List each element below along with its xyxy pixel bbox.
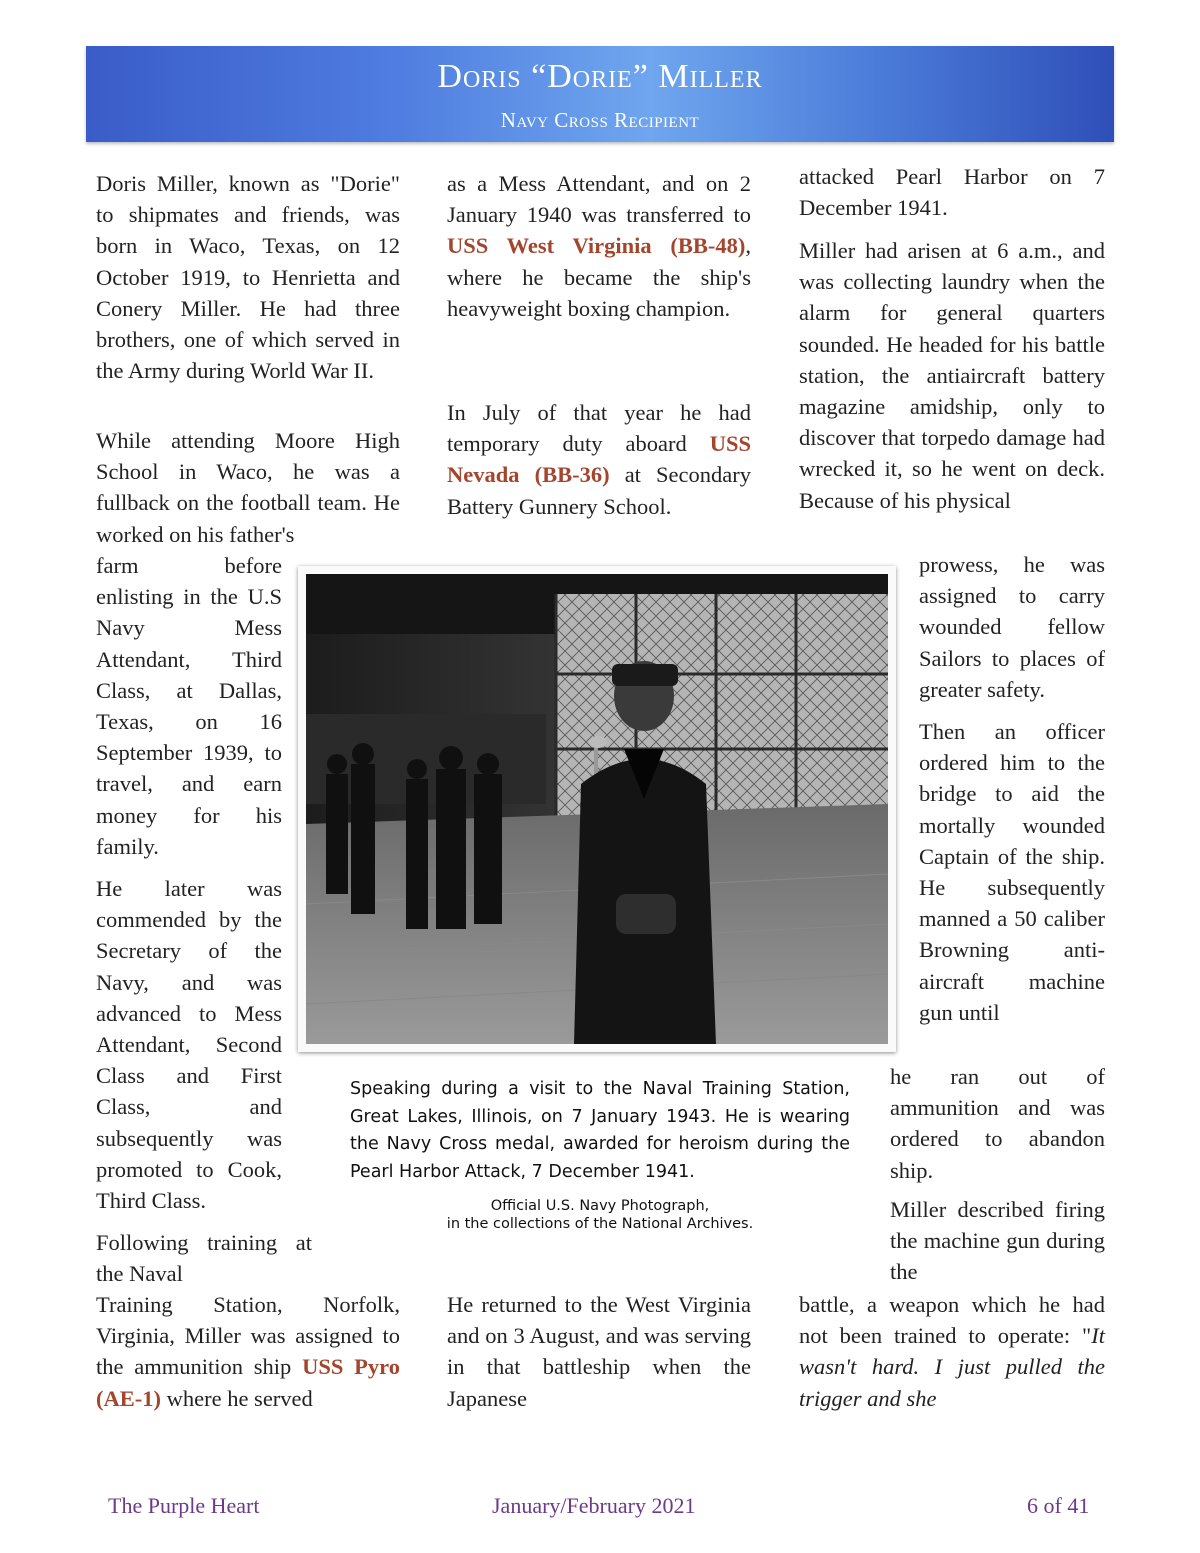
miller-quote: It wasn't hard. I just pulled the trigger and she bbox=[799, 1323, 1105, 1411]
col2-paragraph-3: He returned to the West Virginia and on 3 August, and was serving in that battleship when the Japanese bbox=[447, 1292, 751, 1411]
col1-paragraph-3: He later was commended by the Secretary of the Navy, and was advanced to Mess Attendant, Second Class and First Class, and subsequently was promoted to Cook, Third Class. bbox=[96, 876, 282, 1214]
col3-paragraph-3: Then an officer ordered him to the bridge to aid the mortally wounded Captain of the ship. He subsequently manned a 50 caliber Browning anti-aircraft machine gun until bbox=[919, 719, 1105, 1025]
article-title: Doris “Dorie” Miller bbox=[437, 58, 763, 95]
col1-paragraph-2-top: While attending Moore High School in Waco, he was a fullback on the football team. He worked on his father's bbox=[96, 428, 400, 547]
photo-credit-line-1: Official U.S. Navy Photograph, bbox=[490, 1198, 710, 1214]
col1-p4-end: where he served bbox=[166, 1385, 313, 1411]
col3-paragraph-2-bottom: prowess, he was assigned to carry wounded fellow Sailors to places of greater safety. bbox=[919, 552, 1105, 702]
col2-paragraph-2 bbox=[447, 397, 751, 522]
col2-p1-text: as a Mess Attendant, and on 2 January 1940 was transferred to bbox=[447, 171, 751, 228]
col3-paragraph-1: attacked Pearl Harbor on 7 December 1941. bbox=[799, 164, 1105, 221]
col2-paragraph-1 bbox=[447, 168, 751, 324]
col3-paragraph-3-end: he ran out of ammunition and was ordered to abandon ship. bbox=[890, 1064, 1105, 1183]
footer-publication: The Purple Heart bbox=[108, 1493, 260, 1518]
ship-name-pyro: USS Pyro (AE-1) bbox=[96, 1354, 400, 1411]
col3-paragraph-4-bottom bbox=[799, 1289, 1105, 1414]
ship-name-west-virginia: USS West Virginia (BB-48) bbox=[447, 233, 746, 259]
footer-page-number: 6 of 41 bbox=[1027, 1493, 1090, 1518]
col2-p2-end: at Secondary Battery Gunnery School. bbox=[447, 462, 751, 519]
col1-paragraph-1: Doris Miller, known as "Dorie" to shipmates and friends, was born in Waco, Texas, on 12 October 1919, to Henrietta and Conery Miller. He had three brothers, one of which served in the Army during World War II. bbox=[96, 171, 400, 384]
col1-paragraph-2-bottom: farm before enlisting in the U.S Navy Mess Attendant, Third Class, at Dallas, Texas, on 16 September 1939, to travel, and earn money for his family. bbox=[96, 553, 282, 859]
col2-p1-end: , where he became the ship's heavyweight boxing champion. bbox=[447, 233, 751, 321]
col3-p4-text: battle, a weapon which he had not been trained to operate: " bbox=[799, 1292, 1105, 1349]
col1-paragraph-4-bottom bbox=[96, 1289, 400, 1414]
photo-credit bbox=[400, 1197, 800, 1233]
col2-p2-text: In July of that year he had temporary duty aboard bbox=[447, 400, 751, 457]
article-subtitle: Navy Cross Recipient bbox=[500, 108, 700, 132]
photo-frame bbox=[298, 566, 896, 1052]
header-banner bbox=[86, 46, 1114, 142]
col3-paragraph-4-top: Miller described firing the machine gun during the bbox=[890, 1197, 1105, 1285]
col1-paragraph-4-top: Following training at the Naval bbox=[96, 1230, 312, 1287]
footer-issue: January/February 2021 bbox=[492, 1493, 696, 1518]
ship-name-nevada: USS Nevada (BB-36) bbox=[447, 431, 751, 488]
photo-credit-line-2: in the collections of the National Archives. bbox=[446, 1216, 754, 1232]
col3-paragraph-2-top: Miller had arisen at 6 a.m., and was collecting laundry when the alarm for general quarters sounded. He headed for his battle station, the antiaircraft battery magazine amidship, only to discover that torpedo damage had wrecked it, so he went on deck. Because of his physical bbox=[799, 238, 1105, 513]
photo-caption: Speaking during a visit to the Naval Training Station, Great Lakes, Illinois, on 7 January 1943. He is wearing the Navy Cross medal, awarded for heroism during the Pearl Harbor Attack, 7 December 1941. bbox=[350, 1079, 850, 1182]
col1-p4-text: Training Station, Norfolk, Virginia, Miller was assigned to the ammunition ship bbox=[96, 1292, 400, 1380]
photo-dorie-miller bbox=[306, 574, 888, 1044]
